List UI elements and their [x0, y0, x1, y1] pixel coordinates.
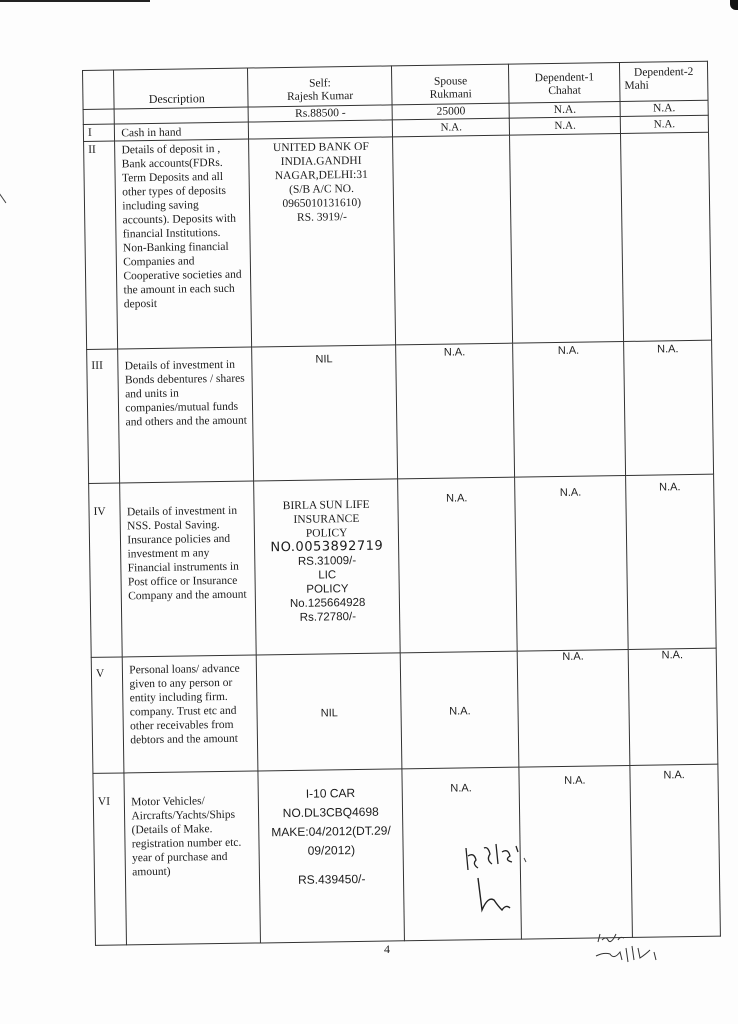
row-number: III	[87, 349, 120, 483]
header-self-line2: Rajesh Kumar	[286, 89, 354, 103]
row-description: Details of investment in NSS. Postal Saving. Insurance policies and investment m any Financial instruments in Post office or Insurance Company and the amount	[120, 481, 256, 657]
handwritten-initials	[458, 838, 538, 918]
table-row	[84, 132, 712, 349]
self-line: (S/B A/C NO.	[288, 182, 355, 196]
row-dep2-value: N.A.	[624, 340, 714, 475]
header-dependent-1	[509, 63, 620, 104]
row-description: Details of deposit in , Bank accounts(FDRs. Term Deposits and all other types of deposits including saving accounts). Deposits with financial Institutions. Non-Banking financial Companies and Cooperative societies and the amount in each such deposit	[115, 139, 252, 349]
row-number: II	[84, 141, 118, 349]
header-self-line1: Self:	[308, 77, 331, 90]
sub-dep2: N.A.	[620, 100, 708, 116]
scan-edge-top	[0, 0, 150, 2]
row-self-value	[248, 120, 392, 139]
row-dep1-value: N.A.	[510, 117, 621, 136]
row-self-value	[254, 479, 401, 655]
scan-edge-left	[0, 193, 6, 203]
row-number: V	[91, 657, 124, 773]
row-spouse-value: N.A.	[401, 651, 520, 769]
self-line: UNITED BANK OF	[272, 140, 369, 155]
header-dependent-2	[620, 61, 708, 101]
header-dep2-line2: Mahi	[624, 79, 649, 92]
row-dep2-value: N.A.	[628, 648, 718, 765]
page-number: 4	[384, 942, 390, 956]
row-spouse-value: N.A.	[393, 118, 510, 137]
sub-spouse: 25000	[392, 103, 509, 120]
row-dep1-value: N.A.	[513, 341, 626, 477]
self-line: NO.DL3CBQ4698	[282, 804, 379, 821]
self-line: RS.31009/-	[297, 554, 357, 568]
assets-sheet	[82, 61, 721, 946]
table-row	[87, 340, 714, 483]
row-dep1-value: N.A.	[518, 649, 630, 767]
self-line: 0965010131610)	[282, 196, 362, 211]
row-spouse-value: N.A.	[398, 477, 518, 653]
row-description: Cash in hand	[115, 122, 249, 141]
row-dep1-value	[510, 134, 624, 344]
header-description: Description	[114, 68, 248, 109]
row-dep1-value: N.A.	[519, 765, 632, 939]
self-line: BIRLA SUN LIFE	[282, 498, 370, 513]
row-self-value	[258, 769, 405, 943]
header-no	[83, 70, 115, 109]
self-line: MAKE:04/2012(DT.29/	[271, 823, 391, 840]
self-line: POLICY	[306, 583, 349, 596]
sub-no	[83, 109, 115, 124]
self-line: INDIA.GANDHI	[280, 154, 362, 169]
self-line: RS. 3919/-	[296, 211, 347, 224]
self-line: I-10 CAR	[305, 786, 356, 801]
row-number: VI	[93, 773, 127, 945]
table-row	[93, 764, 720, 945]
row-spouse-value: N.A.	[396, 343, 515, 479]
header-spouse-line2: Rukmani	[429, 88, 472, 101]
row-description: Details of investment in Bonds debentures / shares and units in companies/mutual funds and others and the amount	[118, 347, 254, 483]
scan-edge-right	[730, 0, 738, 10]
row-self-value: NIL	[252, 345, 398, 481]
signature	[594, 930, 664, 970]
sub-dep1: N.A.	[509, 102, 620, 119]
row-dep2-value: N.A.	[620, 115, 708, 133]
row-spouse-value	[393, 135, 513, 345]
header-dep2-line1: Dependent-2	[633, 65, 694, 79]
self-line: POLICY	[305, 527, 348, 540]
sub-self: Rs.88500 -	[248, 105, 392, 122]
header-dep1-line1: Dependent-1	[534, 71, 595, 85]
self-line-policy-number: NO.0053892719	[270, 538, 384, 556]
self-line: INSURANCE	[293, 512, 360, 526]
header-dep1-line2: Chahat	[548, 84, 581, 98]
row-dep1-value: N.A.	[515, 475, 628, 651]
self-line: 09/2012)	[307, 843, 356, 858]
row-number: IV	[89, 483, 123, 657]
row-dep2-value	[621, 132, 712, 341]
table-row	[91, 648, 718, 773]
row-number: I	[83, 124, 115, 141]
row-description: Motor Vehicles/ Aircrafts/Yachts/Ships (Details of Make. registration number etc. year of purchase and amount)	[124, 771, 260, 945]
table-row	[89, 474, 717, 657]
row-spouse-value: N.A.	[402, 767, 522, 941]
row-self-value	[249, 137, 396, 347]
assets-table	[82, 61, 721, 946]
header-spouse	[392, 64, 510, 105]
self-line: LIC	[318, 569, 337, 582]
header-spouse-line1: Spouse	[433, 75, 468, 88]
row-description: Personal loans/ advance given to any person or entity including firm. company. Trust etc and other receivables from debtors and the amount	[123, 655, 258, 773]
self-line: Rs.72780/-	[299, 610, 357, 624]
row-self-value: NIL	[256, 653, 402, 771]
row-dep2-value: N.A.	[630, 764, 720, 937]
self-line: No.125664928	[289, 596, 366, 610]
self-line: RS.439450/-	[297, 871, 366, 887]
header-self	[248, 66, 393, 107]
self-line: NAGAR,DELHI:31	[274, 168, 368, 183]
row-dep2-value: N.A.	[626, 474, 716, 649]
